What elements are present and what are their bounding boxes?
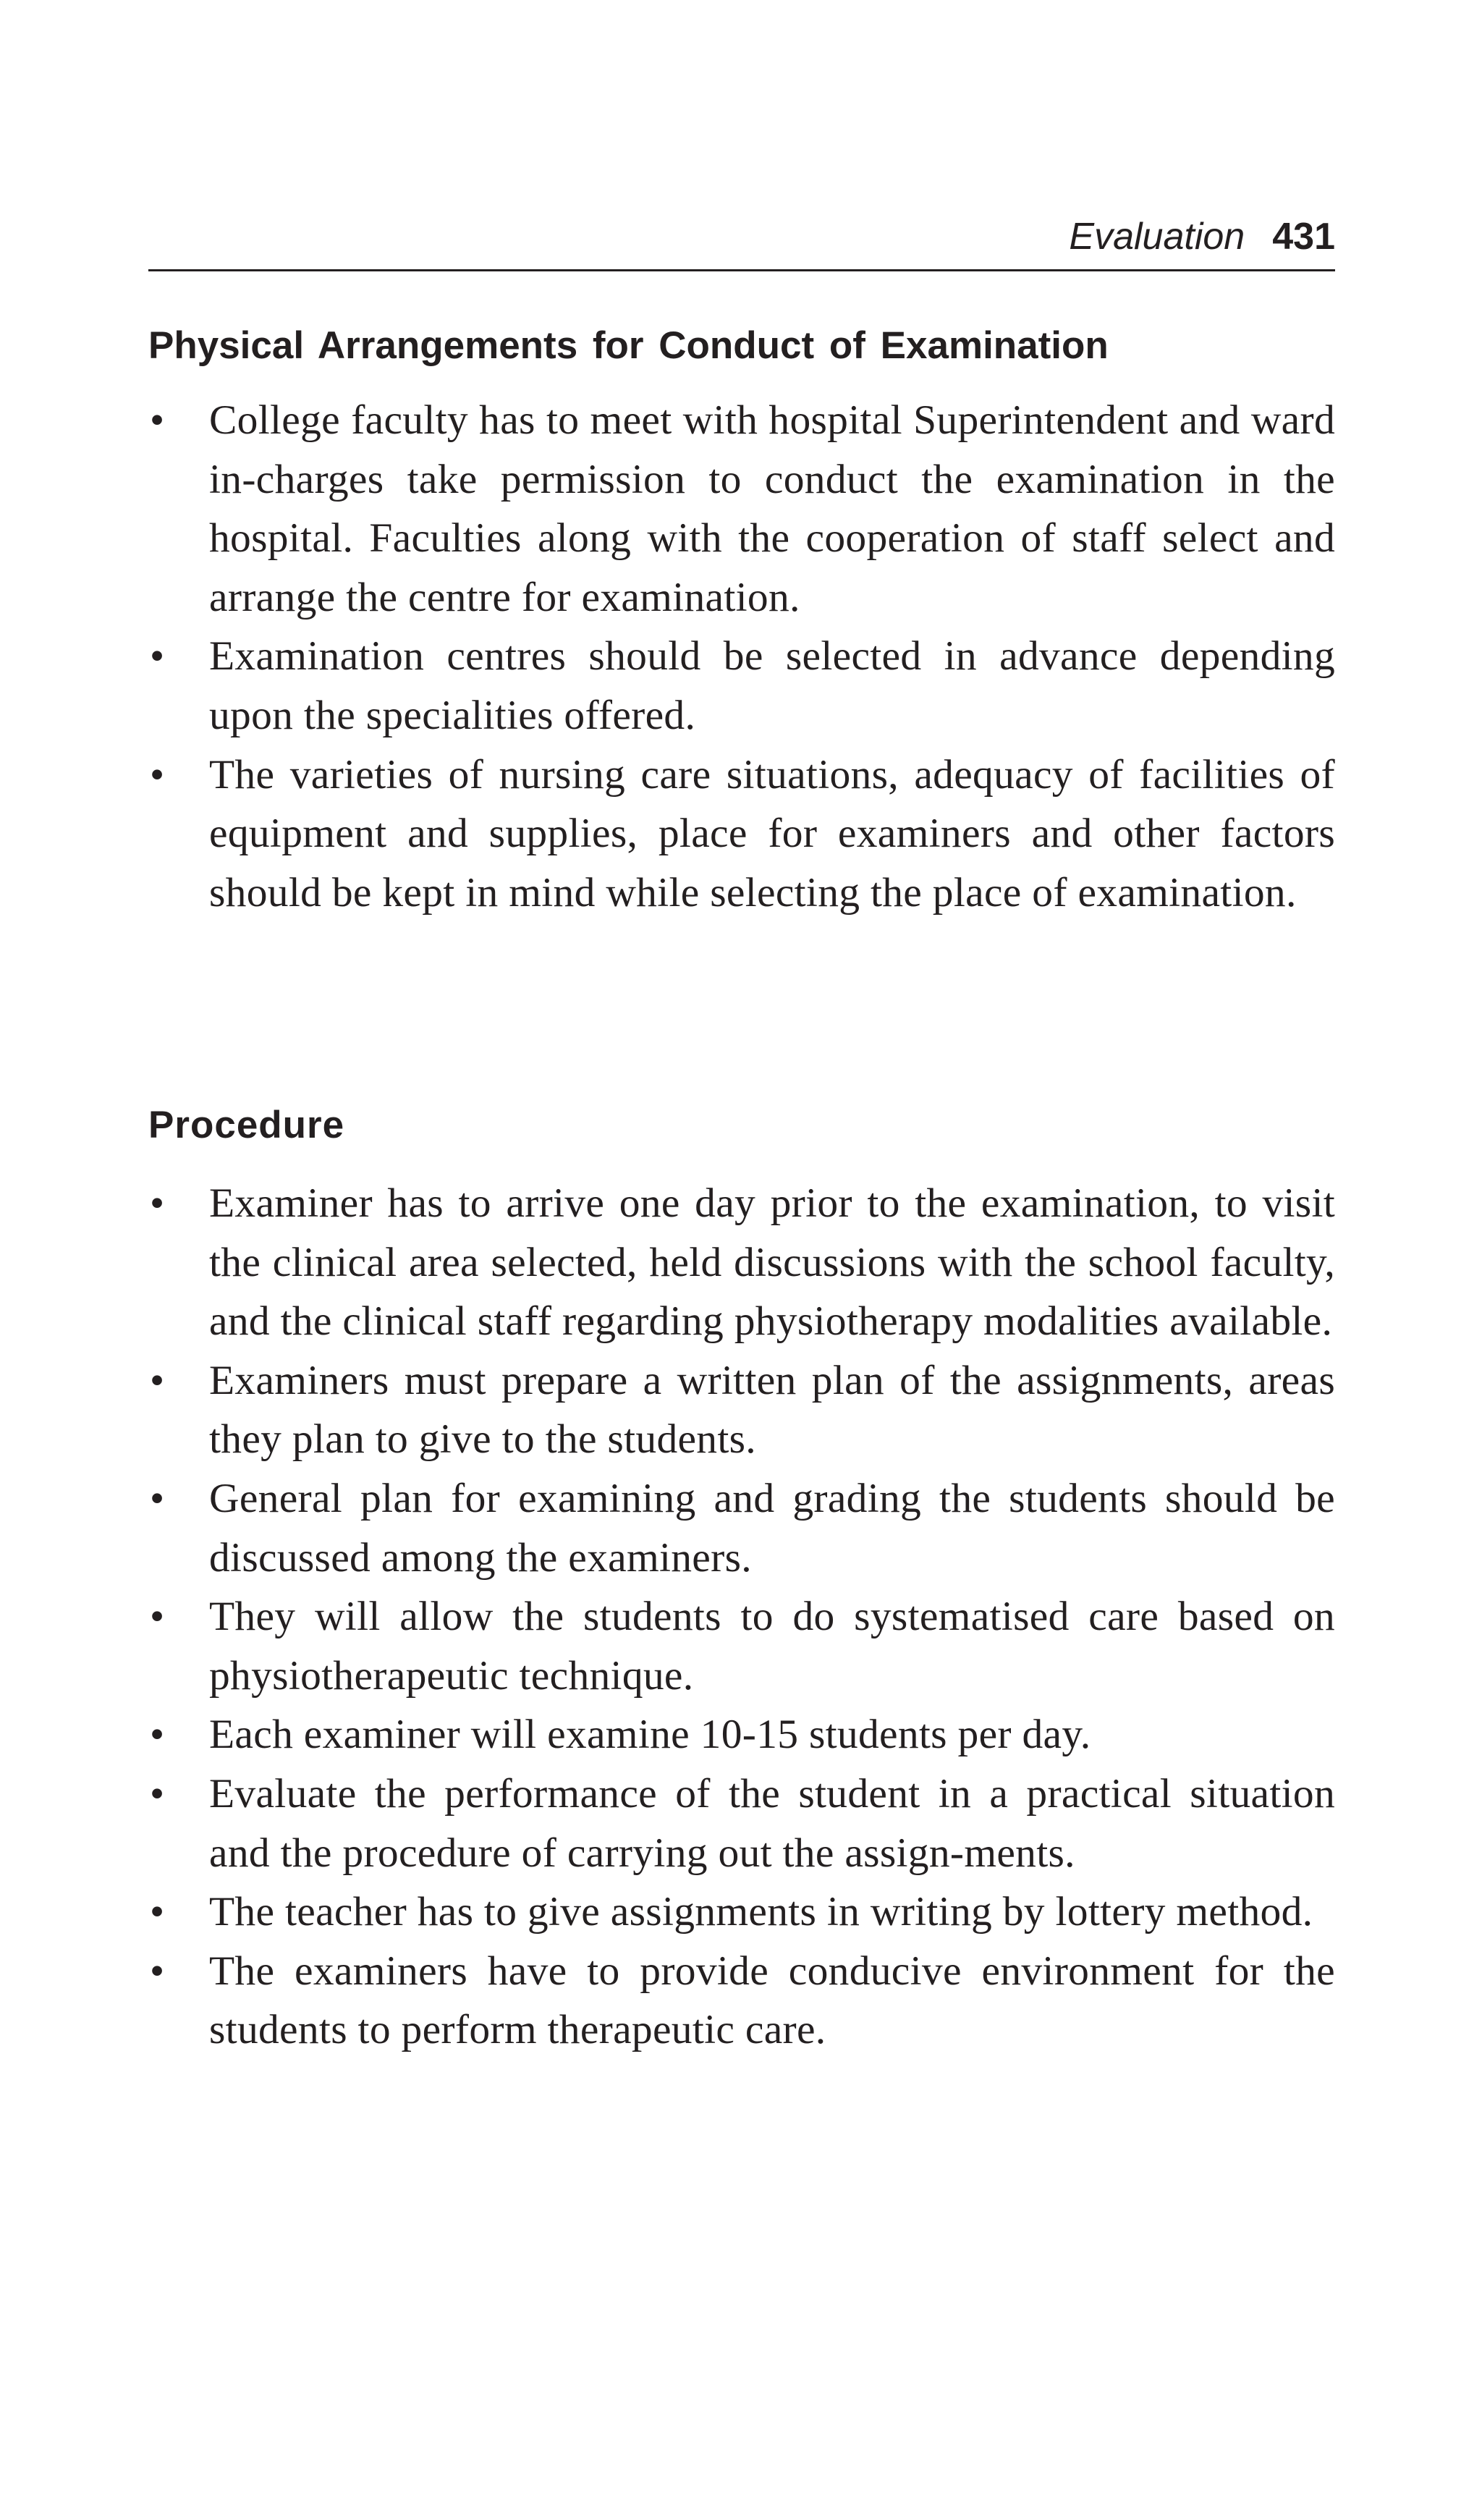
list-item: • Examination centres should be selected in advance depending upon the specialities offered.	[148, 627, 1335, 745]
bullet-list-procedure	[148, 1174, 1335, 2060]
list-item: • The varieties of nursing care situations, adequacy of facilities of equipment and supplies, place for examiners and other factors should be kept in mind while selecting the place of examination.	[148, 745, 1335, 923]
list-item: • Each examiner will examine 10-15 students per day.	[148, 1705, 1335, 1764]
list-item: • Examiners must prepare a written plan of the assignments, areas they plan to give to the students.	[148, 1351, 1335, 1469]
list-item: • They will allow the students to do systematised care based on physiotherapeutic technique.	[148, 1587, 1335, 1705]
page-number: 431	[1272, 216, 1335, 258]
header-rule	[148, 269, 1335, 271]
section-heading-procedure: Procedure	[148, 1104, 345, 1146]
list-item: • The examiners have to provide conducive environment for the students to perform therapeutic care.	[148, 1942, 1335, 2060]
running-header-section-title: Evaluation	[1069, 216, 1245, 258]
list-item: • General plan for examining and grading the students should be discussed among the examiners.	[148, 1469, 1335, 1587]
list-item: • Evaluate the performance of the student in a practical situation and the procedure of carrying out the assign-ments.	[148, 1764, 1335, 1882]
list-item: • The teacher has to give assignments in writing by lottery method.	[148, 1882, 1335, 1942]
section-heading-physical-arrangements: Physical Arrangements for Conduct of Examination	[148, 324, 1109, 367]
list-item: • College faculty has to meet with hospital Superintendent and ward in-charges take permission to conduct the examination in the hospital. Faculties along with the cooperation of staff select and arrange the centre for examination.	[148, 391, 1335, 627]
bullet-list-physical-arrangements	[148, 391, 1335, 922]
list-item: • Examiner has to arrive one day prior to the examination, to visit the clinical area selected, held discussions with the school faculty, and the clinical staff regarding physiotherapy modalities available.	[148, 1174, 1335, 1351]
running-header	[1069, 214, 1335, 259]
